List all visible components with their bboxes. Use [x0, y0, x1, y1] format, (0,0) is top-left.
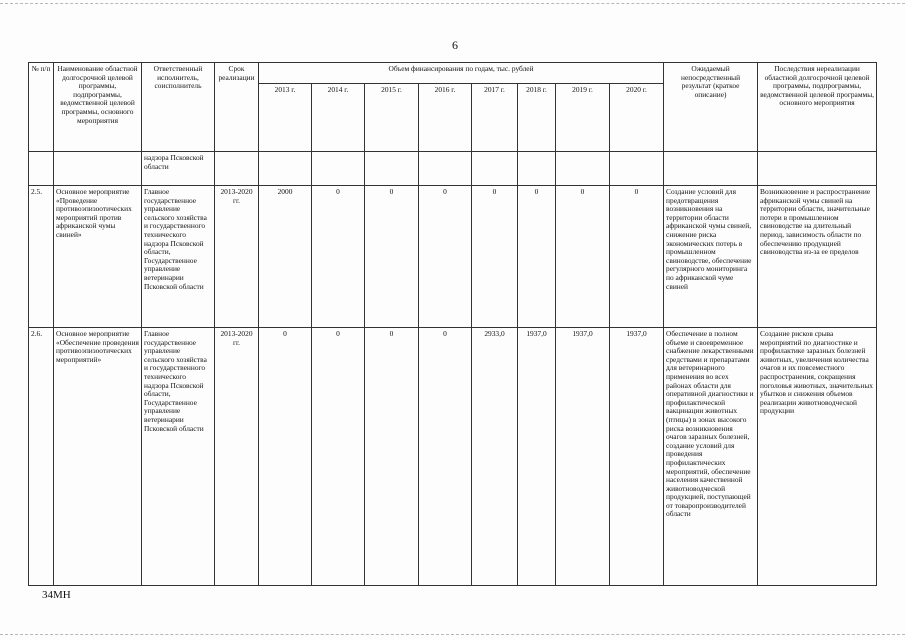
program-table	[28, 62, 877, 586]
header-year: 2019 г.	[556, 84, 610, 152]
table-row	[29, 328, 877, 586]
continuation-responsible: надзора Псковской области	[142, 152, 215, 186]
scan-edge-bottom	[0, 634, 905, 635]
header-responsible: Ответственный исполнитель, соисполнитель	[142, 63, 215, 152]
page-number: 6	[452, 38, 458, 52]
row-name: Основное мероприятие «Обеспечение проведения противоэпизоотических мероприятий»	[54, 328, 142, 586]
header-year: 2015 г.	[365, 84, 419, 152]
row-value-2018: 0	[518, 186, 556, 328]
header-year: 2017 г.	[472, 84, 518, 152]
row-value-2014: 0	[312, 186, 365, 328]
header-funding: Объем финансирования по годам, тыс. рублей	[259, 63, 664, 84]
row-value-2018: 1937,0	[518, 328, 556, 586]
row-num: 2.6.	[29, 328, 54, 586]
header-row-1	[29, 63, 877, 84]
row-term: 2013-2020 гг.	[215, 186, 259, 328]
row-num: 2.5.	[29, 186, 54, 328]
header-num: № п/п	[29, 63, 54, 152]
row-value-2015: 0	[365, 328, 419, 586]
row-value-2019: 0	[556, 186, 610, 328]
row-result: Создание условий для предотвращения возникновения на территории области африканской чумы свиней, снижение риска экономических потерь в промышленном свиноводстве, обеспечение регулярного мониторинга по африканской чуме свиней	[664, 186, 758, 328]
row-value-2016: 0	[419, 328, 472, 586]
header-year: 2014 г.	[312, 84, 365, 152]
header-year: 2020 г.	[610, 84, 664, 152]
row-consequences: Создание рисков срыва мероприятий по диагностике и профилактике заразных болезней животных, увеличения количества очагов и их повсеместного распространения, сокращения поголовья животных, значительных убытков и снижения объемов реализации животноводческой продукции	[758, 328, 877, 586]
header-result: Ожидаемый непосредственный результат (краткое описание)	[664, 63, 758, 152]
row-name: Основное мероприятие «Проведение противоэпизоотических мероприятий против африканской чумы свиней»	[54, 186, 142, 328]
continuation-row	[29, 152, 877, 186]
row-consequences: Возникновение и распространение африканской чумы свиней на территории области, значительные потери в промышленном свиноводстве на длительный период, зависимость области по обеспечению продукцией свиноводства из-за ее пределов	[758, 186, 877, 328]
row-value-2020: 0	[610, 186, 664, 328]
row-responsible: Главное государственное управление сельского хозяйства и государственного технического надзора Псковской области, Государственное управление ветеринарии Псковской области	[142, 328, 215, 586]
scan-edge-top	[0, 3, 905, 4]
row-value-2020: 1937,0	[610, 328, 664, 586]
row-value-2016: 0	[419, 186, 472, 328]
header-name: Наименование областной долгосрочной целевой программы, подпрограммы, ведомственной целевой программы, основного мероприятия	[54, 63, 142, 152]
row-value-2019: 1937,0	[556, 328, 610, 586]
row-term: 2013-2020 гг.	[215, 328, 259, 586]
row-result: Обеспечение в полном объеме и своевременное снабжение лекарственными средствами и препаратами для ветеринарного применения во всех районах области для оперативной диагностики и профилактической вакцинации животных (птицы) в зонах высокого риска возникновения очагов заразных болезней, создание условий для проведения профилактических мероприятий, обеспечение населения качественной животноводческой продукцией, поступающей от товаропроизводителей области	[664, 328, 758, 586]
row-value-2017: 0	[472, 186, 518, 328]
row-value-2017: 2933,0	[472, 328, 518, 586]
header-year: 2013 г.	[259, 84, 312, 152]
row-value-2013: 2000	[259, 186, 312, 328]
document-code: 34МН	[42, 589, 71, 601]
header-term: Срок реализации	[215, 63, 259, 152]
row-value-2014: 0	[312, 328, 365, 586]
table-row	[29, 186, 877, 328]
row-value-2013: 0	[259, 328, 312, 586]
header-consequences: Последствия нереализации областной долгосрочной целевой программы, подпрограммы, ведомственной целевой программы, основного мероприятия	[758, 63, 877, 152]
header-year: 2016 г.	[419, 84, 472, 152]
row-responsible: Главное государственное управление сельского хозяйства и государственного технического надзора Псковской области, Государственное управление ветеринарии Псковской области	[142, 186, 215, 328]
row-value-2015: 0	[365, 186, 419, 328]
header-year: 2018 г.	[518, 84, 556, 152]
